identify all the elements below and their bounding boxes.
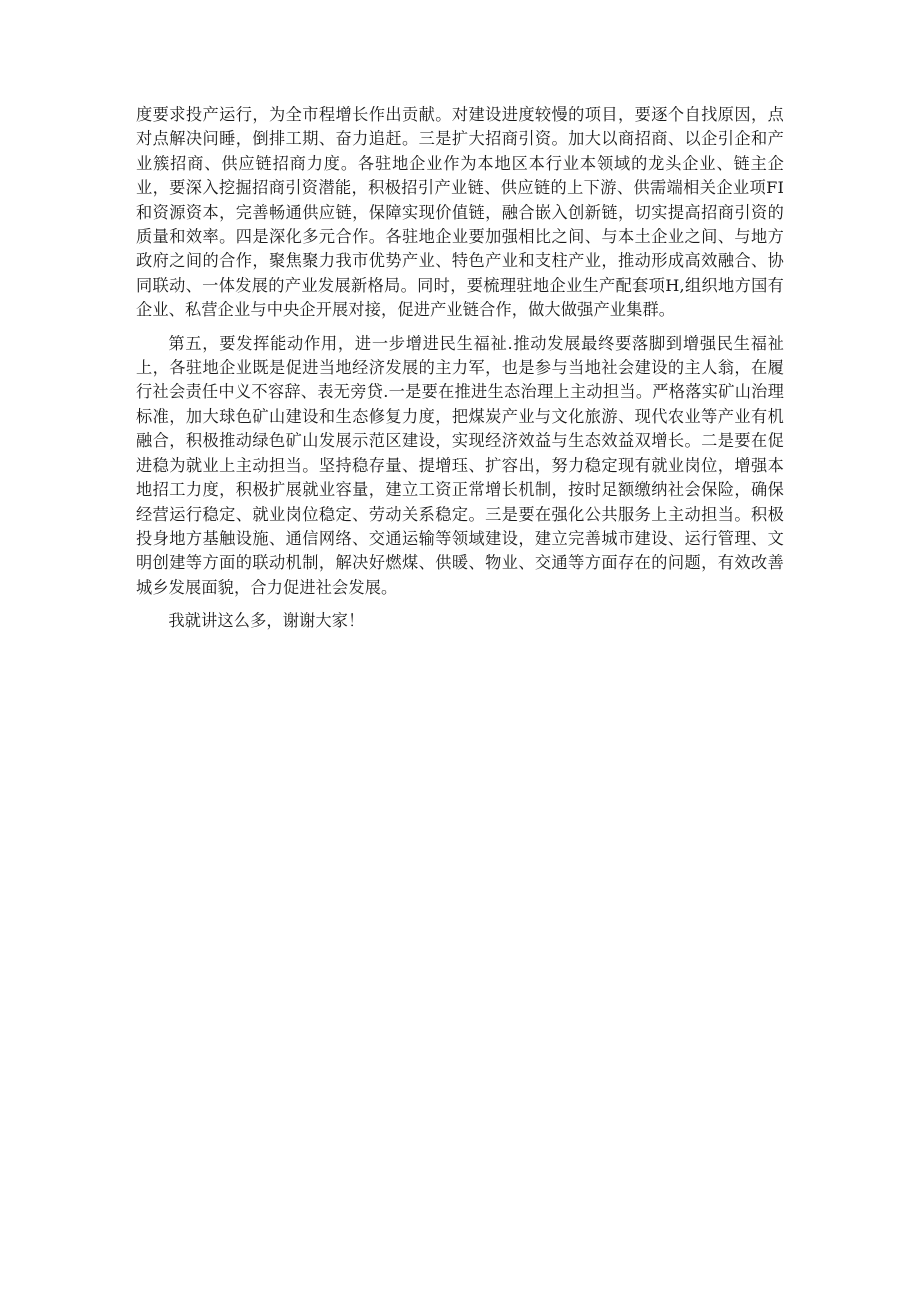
paragraph-closing: 我就讲这么多，谢谢大家！ xyxy=(168,611,365,631)
document-body xyxy=(136,103,784,643)
paragraph-livelihood: 第五，要发挥能动作用，进一步增进民生福祉.推动发展最终要落脚到增强民生福祉上，各驻地企业既是促进当地经济发展的主力军，也是参与当地社会建设的主人翁，在履行社会责任中义不容辞、表无旁贷.一是要在推进生态治理上主动担当。严格落实矿山治理标准，加大球色矿山建设和生态修复力度，把煤炭产业与文化旅游、现代农业等产业有机融合，积极推动绿色矿山发展示范区建设，实现经济效益与生态效益双增长。二是要在促进稳为就业上主动担当。坚持稳存量、提增珏、扩容出，努力稳定现有就业岗位，增强本地招工力度，积极扩展就业容量，建立工资正常增长机制，按时足额缴纳社会保险，确保经营运行稳定、就业岗位稳定、劳动关系稳定。三是要在强化公共服务上主动担当。积极投身地方基触设施、通信网络、交通运输等领域建设，建立完善城市建设、运行管理、文明创建等方面的联动机制，解决好燃煤、供暖、物业、交通等方面存在的问题，有效改善城乡发展面貌，合力促进社会发展。 xyxy=(136,333,784,597)
paragraph-investment: 度要求投产运行，为全市程增长作出贡献。对建设进度较慢的项目，要逐个自找原因，点对点解决问睡，倒排工期、奋力追赶。三是扩大招商引资。加大以商招商、以企引企和产业簇招商、供应链招商力度。各驻地企业作为本地区本行业本领域的龙头企业、链主企业，要深入挖掘招商引资潜能，积极招引产业链、供应链的上下游、供需端相关企业项FI和资源资本，完善畅通供应链，保障实现价值链，融合嵌入创新链，切实提高招商引资的质量和效率。四是深化多元合作。各驻地企业要加强相比之间、与本土企业之间、与地方政府之间的合作，聚焦聚力我市优势产业、特色产业和支柱产业，推动形成高效融合、协同联动、一体发展的产业发展新格局。同时，要梳理驻地企业生产配套项H,组织地方国有企业、私营企业与中央企开展对接，促进产业链合作，做大做强产业集群。 xyxy=(136,105,784,320)
